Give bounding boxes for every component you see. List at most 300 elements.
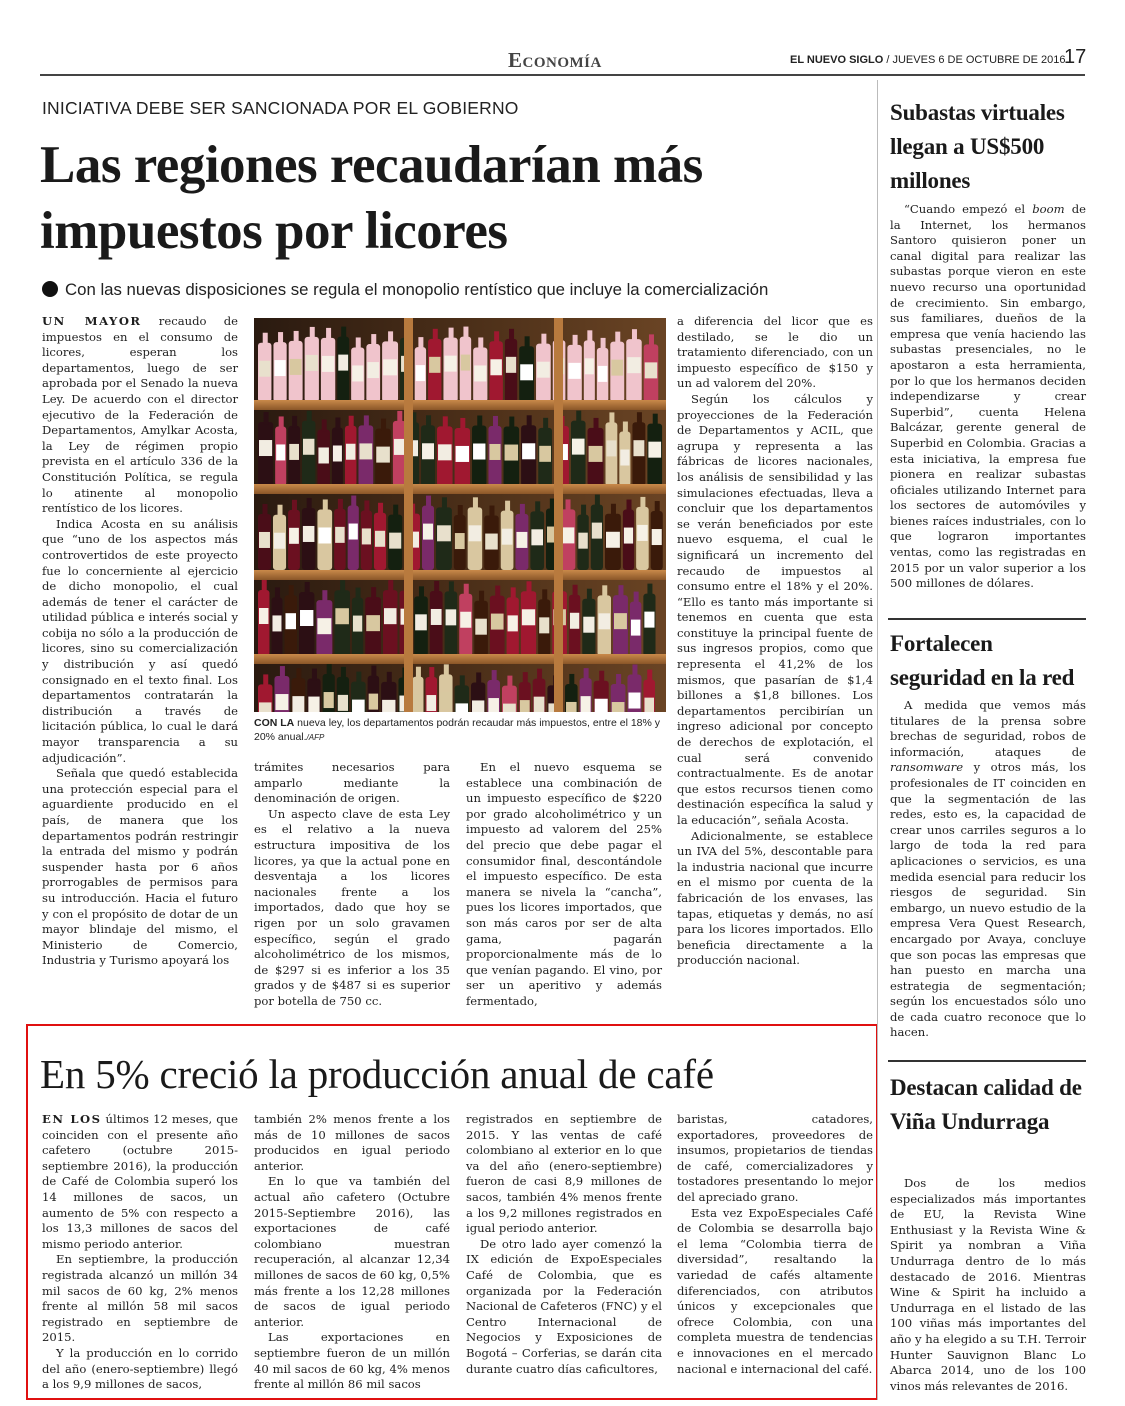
bottle-neck: [322, 419, 327, 431]
caption-lead: CON LA: [254, 717, 295, 729]
bottle-neck: [595, 495, 600, 507]
bottle-label: [585, 358, 594, 374]
bottle-neck: [623, 422, 628, 434]
bottle-neck: [387, 672, 392, 684]
bottle-label: [644, 698, 654, 712]
paragraph: Las exportaciones en septiembre fueron de un millón 40 mil sacos de 60 kg, 4% menos frente al millón 86 mil sacos: [254, 1330, 450, 1392]
bottle-label: [628, 693, 640, 709]
text-run: de la Internet, los hermanos Santoro quisieron poner un canal digital para realizar las subastas porque vieron en este nuevo recurso una oportunidad de crecimiento. Sin embargo, sus familiares, dueños de la empresa que venía haciendo las subastas presenciales, no le apostaron a esta herramienta, por lo que los hermanos deciden independizarse y crear Superbid”, cuenta Helena Balcázar, gerente general de Superbid en Colombia. Gracias a esta iniciativa, la empresa fue pionera en realizar subastas oficiales utilizando Internet para los sectores de automóviles y bienes raíces industriales, con lo que lograron importantes ventas, como las registradas en 2015 por un valor superior a los 500 millones de dólares.: [890, 202, 1086, 591]
bottle-label: [303, 439, 314, 455]
bottle-neck: [429, 667, 434, 679]
bottle-label: [318, 527, 331, 543]
bottle-label: [437, 525, 451, 541]
bottle-label: [259, 608, 268, 624]
bottle-label: [353, 616, 362, 632]
bottle-label: [422, 443, 434, 459]
bottle-neck: [351, 496, 356, 508]
bottle-label: [413, 695, 422, 711]
bottle-neck: [460, 418, 465, 430]
bottle-label: [490, 359, 501, 375]
bottle-neck: [458, 505, 463, 517]
bottle-neck: [397, 411, 402, 423]
bottle-label: [440, 692, 451, 708]
sidebar-text-subastas: [890, 202, 1086, 592]
sidebar-headline-seguridad: Fortalecen seguridad en la red: [890, 631, 1075, 690]
paragraph: Dos de los medios especializados más importantes de EU, la Revista Wine Enthusiast y la Revista Wine & Spirit ya nombran a Viña Undurraga dentro de lo más destacado de 2016. Mientras Wine & Spirit ha incluido a Undurraga en el listado de las 100 viñas más importantes del año y ha elegido a su T.H. Terroir Hunter Sauvignon Blanc Lo Abarca 2014, uno de los 100 vinos más relevantes de 2016.: [890, 1176, 1086, 1393]
bottle-label: [276, 444, 285, 460]
bottle-label: [369, 694, 378, 710]
paper-name: EL NUEVO SIGLO: [790, 54, 884, 66]
paragraph: Un aspecto clave de esta Ley es el relativo a la nueva estructura impositiva de los licores, ya que la actual pone en desventaja a los licores nacionales frente a los importados, dado que hoy se rigen por un solo gravamen específico, según el grado alcoholimétrico de los mismos, de $297 si es inferior a los 35 grados y de $487 si es superior por botella de 750 cc.: [254, 806, 450, 1008]
coffee-column-4: [677, 1112, 873, 1377]
bottle-shelves-illustration: [254, 318, 666, 712]
bottle-label: [503, 704, 516, 712]
bottle-label: [611, 360, 623, 376]
bottle-neck: [449, 581, 454, 593]
article-column-2: [254, 760, 450, 1010]
bottle-neck: [541, 334, 546, 346]
bottle-neck: [371, 334, 376, 346]
bottle-neck: [349, 416, 354, 428]
bottle-neck: [419, 586, 424, 598]
bottle-neck: [492, 670, 497, 682]
bottle-label: [438, 444, 452, 460]
bottle-label: [475, 619, 487, 635]
bottle-neck: [262, 580, 267, 592]
bottle-neck: [476, 672, 481, 684]
bottle-label: [359, 443, 372, 459]
paragraph: trámites necesarios para amparlo mediante la denominación de origen.: [254, 760, 450, 806]
bottle-label: [572, 439, 585, 455]
header-rule: [40, 74, 1085, 76]
bottle-label: [382, 700, 395, 712]
bottle-label: [568, 363, 580, 379]
masthead-info: [790, 54, 1066, 66]
bottle-label: [469, 525, 482, 541]
bottle-label: [581, 696, 591, 712]
bottle-neck: [569, 674, 574, 686]
bottle-neck: [371, 666, 376, 678]
bottle-label: [349, 524, 358, 540]
bottle-neck: [263, 333, 268, 345]
bottle-neck: [511, 587, 516, 599]
bottle-label: [446, 609, 457, 625]
bottle-neck: [640, 497, 645, 509]
bottle-neck: [327, 664, 332, 676]
bottle-label: [429, 357, 440, 373]
bottle-neck: [615, 332, 620, 344]
bottle-neck: [527, 415, 532, 427]
bottle-neck: [393, 505, 398, 517]
bottle-neck: [278, 332, 283, 344]
bottle-label: [324, 692, 334, 708]
paragraph: Según los cálculos y proyecciones de la Federación de Departamentos y ACIL, que agrupa y representa a las fábricas de licores nacionales, los análisis de sensibilidad y las simulaciones efectuadas, lleva a concluir que los departamentos se verán beneficiados por este nuevo esquema, el cual le significará un incremento del recaudo de impuestos al consumo entre el 18% y el 20%. “Ello es tanto más importante si tenemos en cuenta que esta constituye la principal fuente de sus ingresos propios, como que representa el 41,2% de los mismos, que pasarían de $1,4 billones a $1,8 billones. Los departamentos percibirían un ingreso adicional por concepto de derechos de explotación, el cual será convenido contractualmente. Es de anotar que estos recursos tienen como destinación específica la salud y la educación”, señala Acosta.: [677, 391, 873, 827]
bottle-neck: [443, 416, 448, 428]
bottle-label: [384, 608, 397, 624]
bottle-neck: [418, 337, 423, 349]
bottle-label: [644, 612, 654, 628]
bottle-neck: [489, 506, 494, 518]
bottle-label: [570, 613, 579, 629]
bottle-neck: [601, 338, 606, 350]
bottle-label: [259, 361, 270, 377]
text-run: boom: [1032, 202, 1065, 216]
paragraph: Y la producción en lo corrido del año (enero-septiembre) llegó a los 9,9 millones de sacos,: [42, 1345, 238, 1392]
bottle-label: [578, 533, 587, 549]
bottle-label: [539, 446, 551, 462]
article-column-3: [466, 760, 662, 1010]
bottle-label: [289, 444, 299, 460]
sidebar-rule: [888, 618, 1086, 620]
bottle-neck: [527, 581, 532, 593]
bottle-neck: [632, 665, 637, 677]
bottle-neck: [599, 671, 604, 683]
bottle-neck: [426, 496, 431, 508]
bottle-neck: [364, 500, 369, 512]
paragraph: registrados en septiembre de 2015. Y las ventas de café colombiano al exterior en lo que va del año (enero-septiembre) fueron de casi 8,9 millones de sacos, también 4% menos frente a los 9,2 millones registrados en igual periodo anterior.: [466, 1112, 662, 1236]
paragraph: [42, 1112, 238, 1252]
bottle-label: [362, 528, 371, 544]
bottle-label: [531, 529, 543, 545]
paragraph-text: últimos 12 meses, que coinciden con el presente año cafetero (octubre 2015-septiembre 2016), la producción de Café de Colombia superó los 14 millones de sacos, un aumento de 5% con respecto a los 13,3 millones de sacos del mismo periodo anterior.: [42, 1112, 238, 1251]
bottle-neck: [494, 331, 499, 343]
bottle-label: [375, 531, 385, 547]
bottle-label: [272, 615, 281, 631]
article-kicker: INICIATIVA DEBE SER SANCIONADA POR EL GOBIERNO: [42, 98, 519, 118]
bottle-neck: [356, 337, 361, 349]
bottle-neck: [587, 589, 592, 601]
bottle-label: [505, 445, 519, 461]
bottle-label: [502, 529, 513, 545]
bottle-label: [461, 355, 470, 371]
bottle-label: [485, 534, 498, 550]
bottle-label: [259, 532, 270, 548]
photo-caption: [254, 716, 666, 745]
bottle-neck: [520, 504, 525, 516]
bottle-label: [275, 694, 288, 710]
bottle-neck: [627, 500, 632, 512]
bottle-label: [338, 695, 348, 711]
bottle-neck: [632, 329, 637, 341]
bottle-label: [292, 696, 304, 712]
bottle-neck: [338, 499, 343, 511]
bottle-neck: [507, 676, 512, 688]
bottle-neck: [543, 418, 548, 430]
bottle-label: [285, 613, 296, 629]
bottle-label: [522, 609, 535, 625]
bottle-neck: [609, 412, 614, 424]
bottle-neck: [653, 414, 658, 426]
bottle-neck: [637, 412, 642, 424]
bottle-label: [506, 357, 516, 373]
paragraph: En el nuevo esquema se establece una combinación de un impuesto específico de $220 por grado alcoholimétrico y un impuesto ad valorem del 25% del precio que debe pagar el consumidor final, descontándole el impuesto específico. De esta manera se nivela la “cancha”, pues los licores importados, que son más caros por ser de alta gama, pagarán proporcionalmente más de lo que venían pagando. El vino, por ser un aperitivo y además fermentado,: [466, 760, 662, 1008]
bottle-neck: [655, 501, 660, 513]
bottle-label: [489, 444, 500, 460]
bottle-label: [426, 695, 436, 711]
bottle-neck: [341, 327, 346, 339]
bottle-label: [599, 613, 610, 629]
bottle-neck: [264, 412, 269, 424]
bottle-neck: [573, 585, 578, 597]
bottle-neck: [289, 585, 294, 597]
bottle-neck: [584, 668, 589, 680]
bottle-label: [366, 615, 380, 631]
bottle-neck: [279, 416, 284, 428]
bottle-label: [522, 443, 535, 459]
bottle-neck: [340, 580, 345, 592]
issue-date: / JUEVES 6 DE OCTUBRE DE 2016: [886, 54, 1066, 66]
bottle-neck: [262, 504, 267, 516]
bottle-neck: [275, 587, 280, 599]
bottle-label: [652, 529, 662, 545]
bottle-neck: [381, 419, 386, 431]
bottle-label: [317, 618, 331, 634]
bottle-label: [520, 364, 533, 380]
wooden-shelf: [254, 484, 666, 494]
bottle-label: [627, 357, 640, 373]
bottle-label: [415, 614, 427, 630]
sidebar-headline-subastas: Subastas virtuales llegan a US$500 millones: [890, 100, 1065, 193]
bottle-neck: [416, 667, 421, 679]
bottle-label: [318, 447, 328, 463]
paragraph: De otro lado ayer comenzó la IX edición de ExpoEspeciales Café de Colombia, que es organizada por la Federación Nacional de Cafeteros (FNC) y el Centro Internacional de Negocios y Exposiciones de Bogotá – Corferias, se darán cita durante cuatro días caficultores,: [466, 1236, 662, 1376]
bottle-neck: [594, 418, 599, 430]
text-run: y otros más, los profesionales de IT coinciden en que la segmentación de las redes, esto es, la capacidad de crear unos carriles seguros a lo largo de toda la red para aplicaciones o servicios, es una medida esencial para reducir los riesgos de seguridad. Sin embargo, un nuevo estudio de la empresa Vera Quest Research, encargado por Avaya, concluye que son pocas las empresas que han puesto en marcha una estrategia de segmentación; según los encuestados sólo uno de cada cuatro reconoce que lo hacen.: [890, 760, 1086, 1040]
bottle-neck: [312, 669, 317, 681]
bottle-label: [333, 445, 342, 461]
sidebar-text-seguridad: [890, 698, 1086, 1041]
article-subhead: [42, 280, 872, 300]
bottle-neck: [364, 415, 369, 427]
paragraph: Señala que quedó establecida una protección especial para el aguardiente producido en el país, de manera que los departamentos podrán restringir la entrada del mismo y podrán suspender hasta por 6 años prorrogables de permisos para su introducción. Hacia el futuro y con el propósito de dotar de un mayor blindaje del mismo, el Ministerio de Comercio, Industria y Turismo apoyará los: [42, 766, 238, 968]
bottle-neck: [509, 329, 514, 341]
bottle-label: [259, 702, 271, 712]
bottle-neck: [323, 499, 328, 511]
bottle-neck: [616, 674, 621, 686]
bottle-neck: [576, 411, 581, 423]
bottle-label: [338, 355, 348, 371]
bottle-label: [589, 446, 603, 462]
bottle-label: [394, 439, 405, 455]
lead-words: EN LOS: [42, 1112, 102, 1126]
bottle-label: [423, 524, 433, 540]
bottle-label: [473, 444, 485, 460]
bottle-label: [289, 528, 299, 544]
bottle-neck: [647, 584, 652, 596]
bottle-neck: [566, 499, 571, 511]
bottle-label: [620, 450, 629, 466]
bottle-label: [612, 702, 625, 712]
bottle-label: [444, 356, 456, 372]
bottle-label: [539, 617, 549, 633]
bottle-label: [472, 700, 484, 712]
bottle-neck: [280, 666, 285, 678]
bottle-label: [460, 612, 471, 628]
article-headline: Las regiones recaudarían más impuestos por licores: [40, 136, 703, 260]
sidebar-text-undurraga: [890, 1176, 1086, 1394]
coffee-column-3: [466, 1112, 662, 1377]
bottle-label: [516, 532, 527, 548]
bottle-label: [520, 700, 530, 712]
bottle-label: [306, 355, 318, 371]
bottle-label: [606, 532, 620, 548]
bottle-neck: [388, 331, 393, 343]
bottle-label: [376, 447, 390, 463]
wine-shelves-photo: [254, 318, 666, 712]
bottle-neck: [581, 505, 586, 517]
text-run: A medida que vemos más titulares de la prensa sobre brechas de seguridad, robos de información, ataques de: [890, 698, 1086, 759]
bottle-neck: [444, 664, 449, 676]
bottle-label: [508, 615, 518, 631]
bottle-label: [300, 610, 313, 626]
shelf-post: [404, 318, 413, 712]
bottle-label: [595, 699, 608, 712]
bottle-neck: [495, 586, 500, 598]
bottle-label: [583, 617, 594, 633]
bottle-neck: [371, 587, 376, 599]
article-column-4: [677, 314, 873, 969]
paragraph: Esta vez ExpoEspeciales Café de Colombia se desarrolla bajo el lema “Colombia tierra de diversidad”, resaltando la variedad de cafés altamente diferenciados, con atributos únicos y excepcionales que ofrece Colombia, con una completa muestra de tendencias e innovaciones en el mercado nacional e internacional del café.: [677, 1205, 873, 1376]
bottle-neck: [460, 675, 465, 687]
bottle-label: [474, 365, 486, 381]
paragraph: también 2% menos frente a los más de 10 millones de sacos producidos en igual periodo anterior.: [254, 1112, 450, 1173]
bottle-neck: [294, 331, 299, 343]
bottle-label: [383, 359, 397, 375]
bottle-neck: [535, 501, 540, 513]
bottle-neck: [263, 674, 268, 686]
bottle-label: [303, 526, 315, 542]
bottle-neck: [523, 672, 528, 684]
bottle-neck: [505, 501, 510, 513]
bottle-neck: [278, 505, 283, 517]
paragraph: [42, 314, 238, 517]
bottle-label: [274, 533, 285, 549]
bottle-label: [335, 608, 349, 624]
bottle-neck: [434, 581, 439, 593]
bottle-neck: [356, 672, 361, 684]
bottle-neck: [477, 416, 482, 428]
wooden-shelf: [254, 654, 666, 664]
bottle-label: [606, 440, 616, 456]
sidebar-headline-undurraga: Destacan calidad de Viña Undurraga: [890, 1075, 1082, 1134]
bottle-neck: [292, 500, 297, 512]
bottle-label: [352, 700, 365, 712]
bottle-neck: [647, 670, 652, 682]
article-column-1: [42, 314, 238, 969]
bottle-neck: [326, 328, 331, 340]
bottle-neck: [341, 667, 346, 679]
bottle-label: [614, 613, 627, 629]
bottle-label: [259, 440, 272, 456]
bottle-label: [624, 528, 633, 544]
bottle-neck: [433, 329, 438, 341]
bottle-neck: [509, 417, 514, 429]
bottle-label: [537, 362, 550, 378]
wooden-shelf: [254, 400, 666, 410]
bottle-neck: [587, 330, 592, 342]
page-number: 17: [1064, 46, 1087, 68]
bottle-neck: [478, 337, 483, 349]
bottle-neck: [305, 582, 310, 594]
bottle-label: [631, 620, 640, 636]
bottle-label: [290, 359, 302, 375]
bottle-label: [416, 365, 425, 381]
bottle-label: [455, 533, 465, 549]
bottle-label: [367, 362, 379, 378]
bottle-label: [592, 523, 602, 539]
coffee-column-1: [42, 1112, 238, 1393]
bottle-label: [431, 609, 442, 625]
bottle-label: [633, 440, 644, 456]
bottle-neck: [388, 580, 393, 592]
bottle-label: [566, 702, 577, 712]
subhead-text: Con las nuevas disposiciones se regula el monopolio rentístico que incluye la comercialización: [65, 280, 769, 299]
bottle-neck: [611, 504, 616, 516]
bottle-label: [456, 703, 468, 712]
sidebar-rule: [888, 1060, 1086, 1062]
shelf-post: [554, 318, 563, 712]
bottle-neck: [542, 589, 547, 601]
bottle-label: [274, 360, 285, 376]
paragraph: [890, 698, 1086, 1041]
bottle-neck: [479, 591, 484, 603]
bottle-neck: [634, 592, 639, 604]
bottle-label: [645, 362, 658, 378]
bottle-label: [491, 614, 504, 630]
bullet-icon: [42, 281, 58, 297]
bottle-label: [352, 365, 363, 381]
sidebar-divider: [877, 80, 878, 1400]
section-name: Economía: [508, 48, 602, 72]
bottle-neck: [307, 411, 312, 423]
paragraph: [890, 202, 1086, 592]
paragraph-text: recaudo de impuestos en el consumo de licores, esperan los departamentos, luego de ser aprobada por el Senado la nueva Ley. De acuerdo con el director ejecutivo de la Federación de Departamentos, Amylkar Acosta, la Ley de régimen propio prevista en el artículo 336 de la Constitución Política, se regula lo atinente al monopolio rentístico de los licores.: [42, 314, 238, 516]
bottle-neck: [537, 669, 542, 681]
bottle-neck: [292, 416, 297, 428]
bottle-neck: [573, 335, 578, 347]
text-run: “Cuando empezó el: [904, 202, 1033, 216]
coffee-headline: En 5% creció la producción anual de café: [40, 1051, 714, 1097]
paragraph: Adicionalmente, se establece un IVA del 5%, descontable para la industria nacional que incurre en el mismo por cuenta de la fabricación de los envases, las tapas, etiquetas y demás, no así para los licores importados. Ello beneficia directamente a la producción nacional.: [677, 828, 873, 968]
bottle-neck: [493, 416, 498, 428]
bottle-label: [346, 444, 356, 460]
bottle-neck: [649, 334, 654, 346]
bottle-neck: [322, 590, 327, 602]
bottle-label: [456, 446, 469, 462]
bottle-neck: [296, 668, 301, 680]
bottle-label: [308, 697, 319, 712]
caption-text: nueva ley, los departamentos podrán recaudar más impuestos, entre el 18% y 20% anual.: [254, 717, 661, 743]
paragraph: baristas, catadores, exportadores, proveedores de insumos, propietarios de tiendas de café, comercializadores y tostadores presentando lo mejor del apreciado grano.: [677, 1112, 873, 1204]
lead-words: UN MAYOR: [42, 314, 142, 328]
paragraph: Indica Acosta en su análisis que “uno de los aspectos más controvertidos de este proyecto fue lo concerniente al ejercicio de dicho monopolio, el cual además de tener el carácter de utilidad pública e interés social y cobija no sólo a la producción de licores, sino su comercialización y distribución y así quedó consignado en el texto final. Los departamentos contratarán la distribución a través de licitación pública, lo cual le dará mayor transparencia a su adjudicación”.: [42, 516, 238, 765]
bottle-label: [322, 356, 334, 372]
bottle-label: [637, 525, 648, 541]
bottle-label: [648, 442, 661, 458]
coffee-column-2: [254, 1112, 450, 1393]
bottle-neck: [618, 585, 623, 597]
paragraph: En lo que va también del actual año cafetero (Octubre 2015-Septiembre 2016), las exportaciones de café colombiano muestran recuperación, al alcanzar 12,34 millones de sacos de 60 kg, 0,5% más frente a los 12,28 millones de sacos de igual periodo anterior.: [254, 1174, 450, 1329]
wooden-shelf: [254, 570, 666, 580]
bottle-neck: [464, 584, 469, 596]
bottle-label: [598, 366, 607, 382]
bottle-label: [534, 697, 545, 712]
bottle-neck: [426, 415, 431, 427]
text-run: ransomware: [890, 760, 964, 775]
paragraph: a diferencia del licor que es destilado, se le dio un tratamiento diferenciado, con un impuesto específico de $150 y un ad valorem del 20%.: [677, 314, 873, 391]
bottle-neck: [307, 498, 312, 510]
bottle-label: [389, 533, 401, 549]
